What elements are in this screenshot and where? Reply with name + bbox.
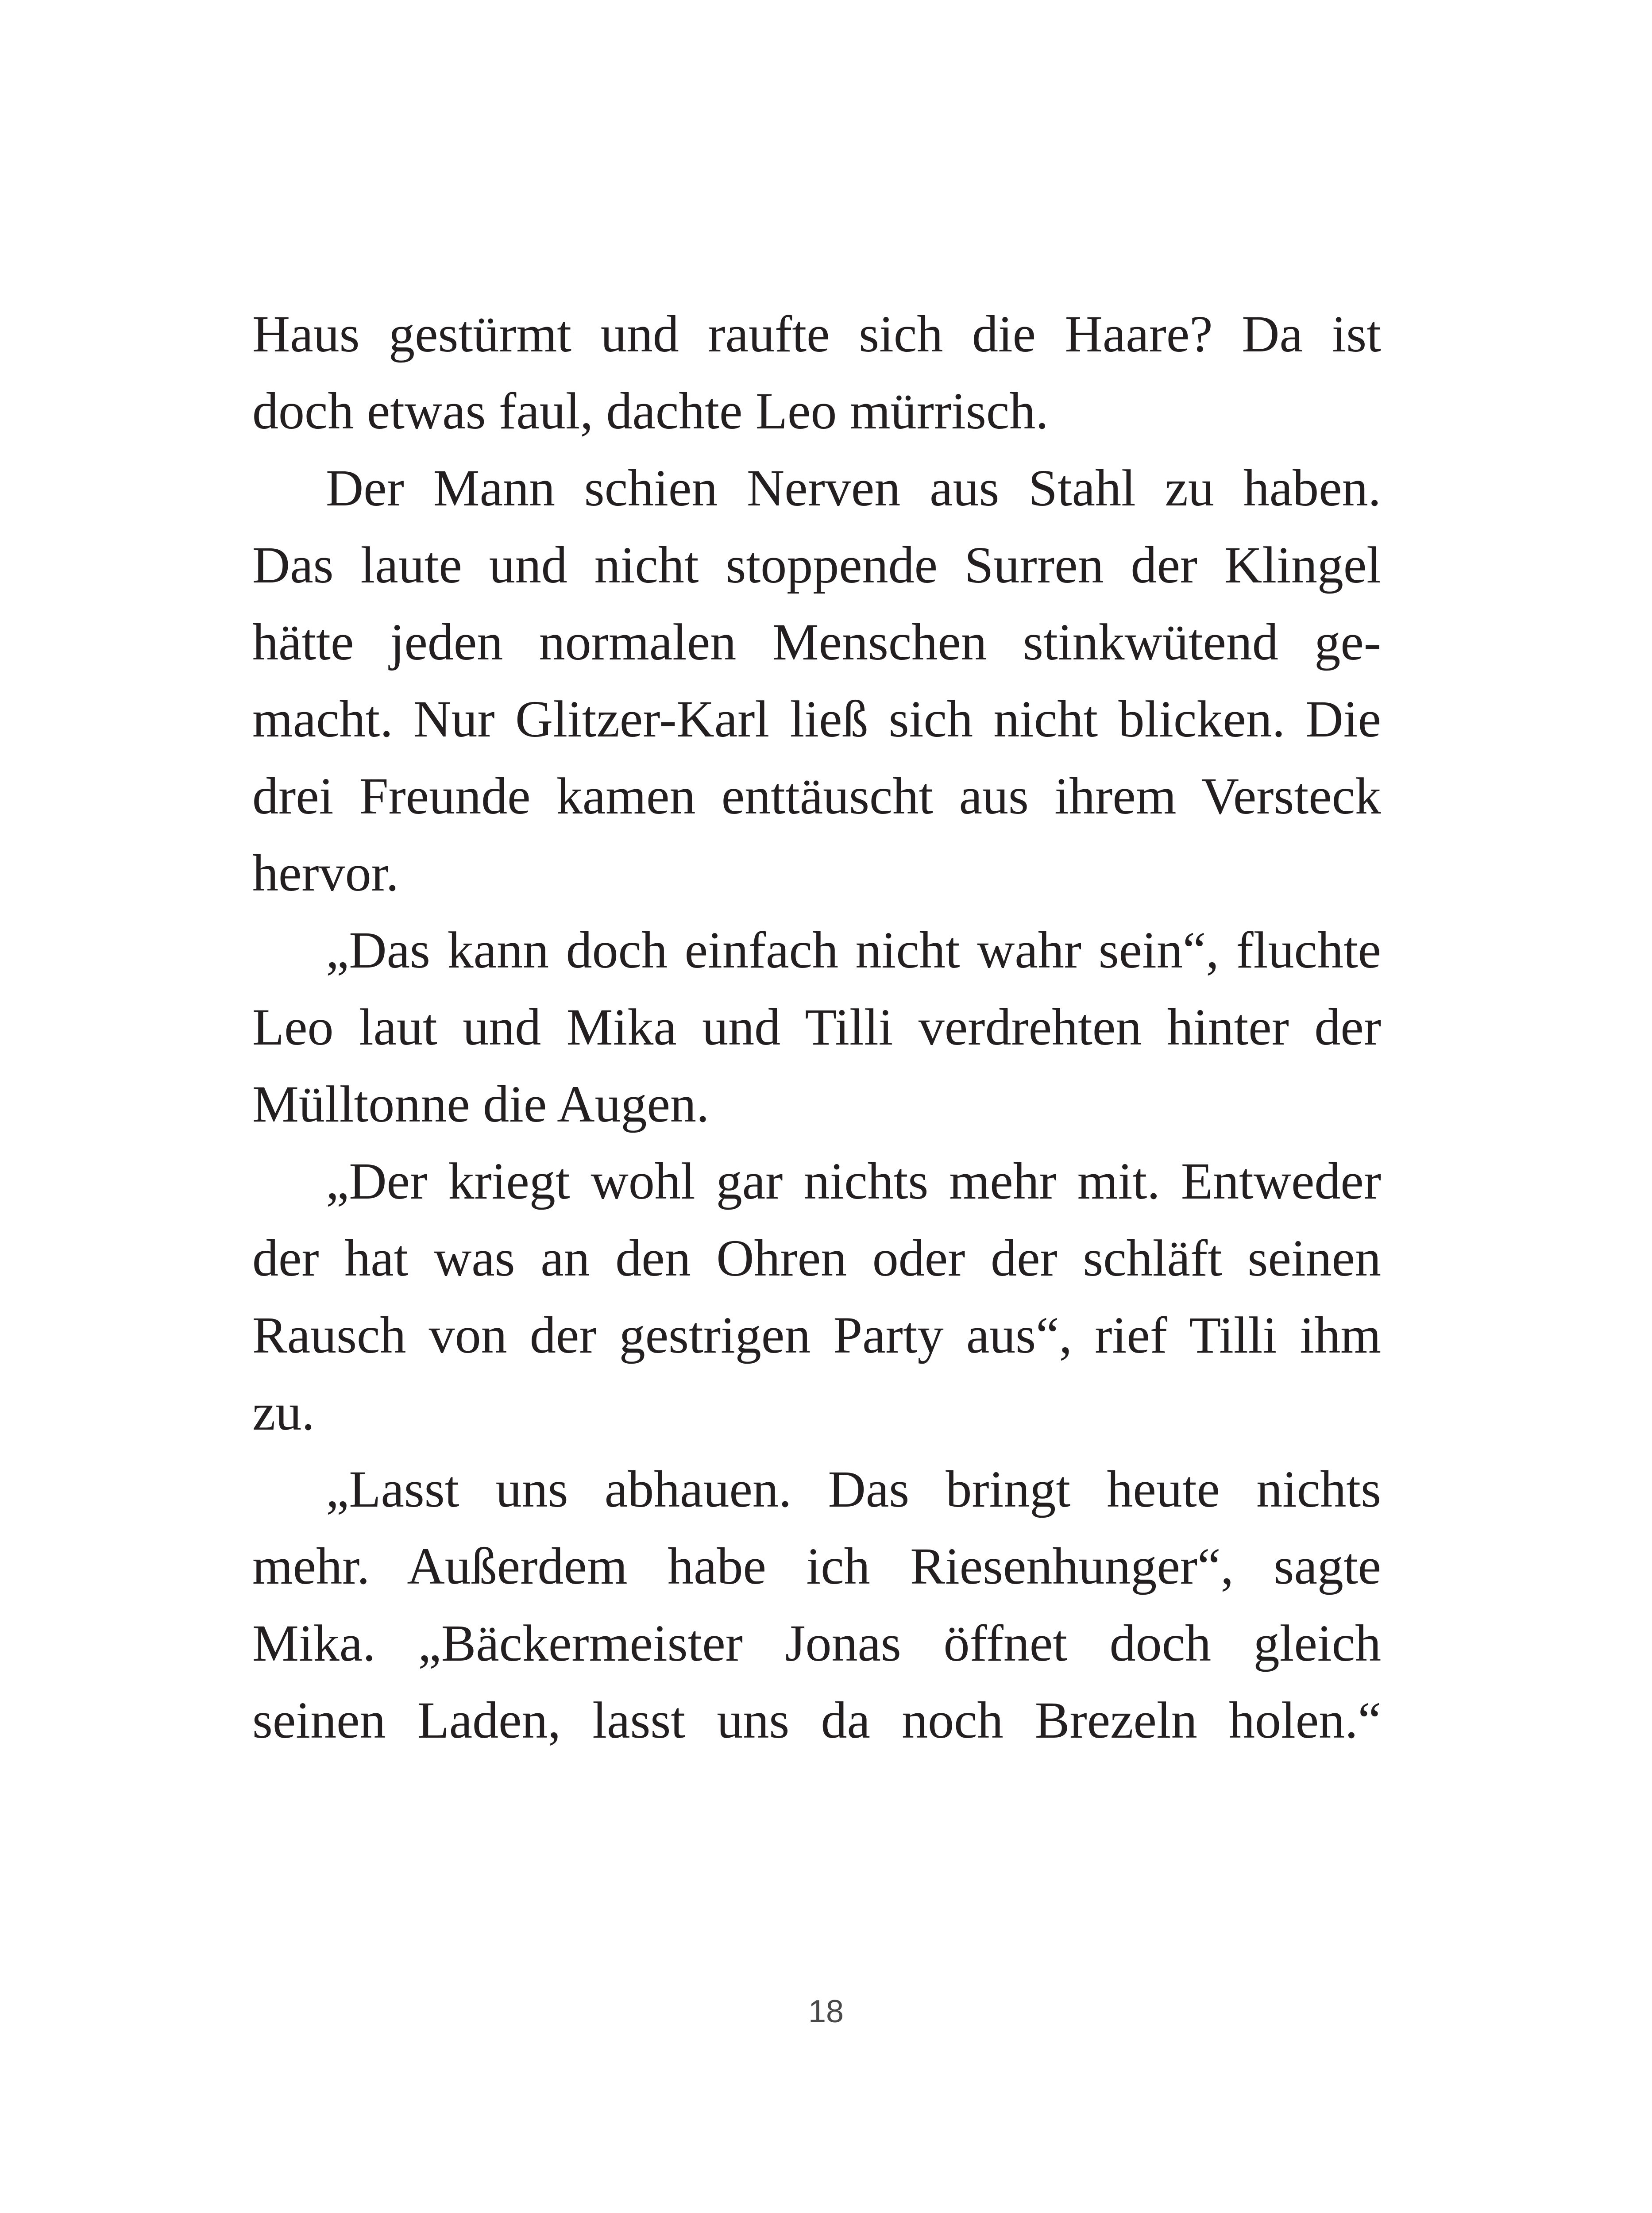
text-line: zu. [252,1383,315,1441]
text-line: der hat was an den Ohren oder der schläft seinen [252,1229,1381,1287]
text-line: drei Freunde kamen enttäuscht aus ihrem Versteck [252,767,1381,825]
text-line: „Der kriegt wohl gar nichts mehr mit. Entweder [326,1152,1381,1210]
text-line: Rausch von der gestrigen Party aus“, rief Tilli ihm [252,1306,1381,1364]
text-line: mehr. Außerdem habe ich Riesenhunger“, sagte [252,1537,1381,1595]
text-line: „Das kann doch einfach nicht wahr sein“, fluchte [326,921,1381,979]
text-line: seinen Laden, lasst uns da noch Brezeln holen.“ [252,1691,1381,1749]
page-number: 18 [808,1994,844,2029]
text-line: macht. Nur Glitzer-Karl ließ sich nicht blicken. Die [252,690,1381,748]
text-line: Leo laut und Mika und Tilli verdrehten hinter der [252,998,1381,1056]
text-line: Mülltonne die Augen. [252,1075,710,1133]
body-text [252,296,1381,1759]
text-line: doch etwas faul, dachte Leo mürrisch. [252,382,1049,440]
text-line: hervor. [252,844,399,902]
text-line: „Lasst uns abhauen. Das bringt heute nichts [326,1460,1381,1518]
text-line: Mika. „Bäckermeister Jonas öffnet doch gleich [252,1614,1381,1672]
text-line: Haus gestürmt und raufte sich die Haare? Da ist [252,305,1381,363]
text-line: Der Mann schien Nerven aus Stahl zu haben. [326,459,1381,517]
text-line: hätte jeden normalen Menschen stinkwütend ge- [252,613,1381,671]
text-line: Das laute und nicht stoppende Surren der Klingel [252,536,1381,594]
